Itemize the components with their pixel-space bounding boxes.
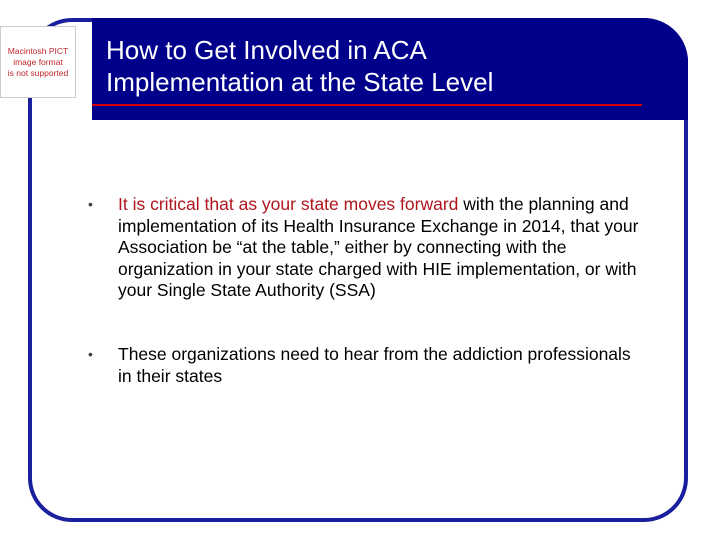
placeholder-line-1: Macintosh PICT: [7, 45, 69, 56]
bullet-icon: •: [88, 196, 93, 212]
placeholder-line-2: image format: [13, 56, 63, 67]
slide-title: [106, 34, 666, 98]
placeholder-line-3: is not supported: [7, 67, 69, 78]
title-underline: [92, 104, 642, 106]
bullet-highlight: It is critical that as your state moves forward: [118, 194, 459, 214]
bullet-icon: •: [88, 345, 93, 362]
bullet-item: [88, 194, 648, 302]
bullet-list: [88, 194, 648, 387]
bullet-text: These organizations need to hear from the addiction professionals in their states: [118, 343, 631, 386]
slide-title-line-1: How to Get Involved in ACA: [106, 35, 427, 65]
slide-title-line-2: Implementation at the State Level: [106, 67, 494, 97]
bullet-text: with the planning and implementation of its Health Insurance Exchange in 2014, that your Association be “at the table,” either by connecting with the organization in your state charged with HIE implementation, or with your Single State Authority (SSA): [118, 194, 639, 301]
unsupported-image-placeholder: [0, 26, 76, 98]
bullet-item: [88, 344, 648, 387]
